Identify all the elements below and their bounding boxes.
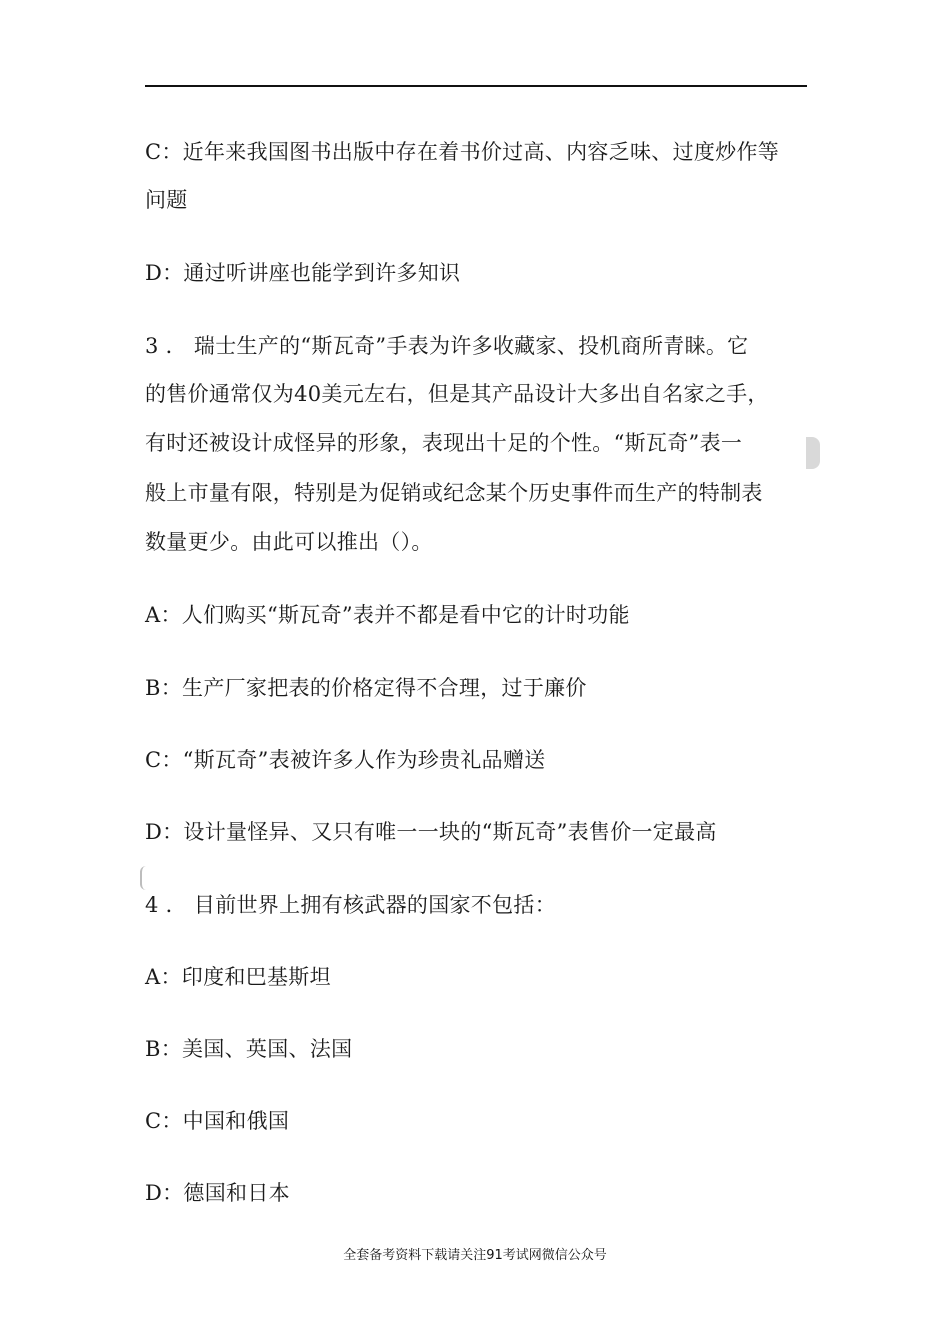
q4-option-d: D：德国和日本 (145, 1181, 290, 1205)
q4-option-b: B：美国、英国、法国 (145, 1037, 353, 1061)
q3-stem-line-3: 有时还被设计成怪异的形象，表现出十足的个性。“斯瓦奇”表一 (145, 431, 743, 455)
q3-stem-line-2: 的售价通常仅为40美元左右，但是其产品设计大多出自名家之手， (145, 382, 769, 406)
q3-option-c: C：“斯瓦奇”表被许多人作为珍贵礼品赠送 (145, 748, 546, 772)
q2-option-d: D：通过听讲座也能学到许多知识 (145, 261, 461, 285)
q4-option-c: C：中国和俄国 (145, 1109, 290, 1133)
q3-stem-line-4: 般上市量有限，特别是为促销或纪念某个历史事件而生产的特制表 (145, 481, 763, 505)
q3-option-d: D：设计量怪异、又只有唯一一块的“斯瓦奇”表售价一定最高 (145, 820, 717, 844)
q2-option-c-line2: 问题 (145, 188, 188, 212)
q3-stem-line-1: 3 ． 瑞士生产的“斯瓦奇”手表为许多收藏家、投机商所青睐。它 (145, 334, 749, 358)
q4-stem: 4 ． 目前世界上拥有核武器的国家不包括： (145, 893, 557, 917)
footer-note: 全套备考资料下载请关注91考试网微信公众号 (343, 1248, 607, 1263)
q3-option-a: A：人们购买“斯瓦奇”表并不都是看中它的计时功能 (145, 603, 630, 627)
page-edge-tab (806, 437, 820, 469)
q2-option-c-line1: C：近年来我国图书出版中存在着书价过高、内容乏味、过度炒作等 (145, 140, 780, 164)
margin-mark (140, 866, 147, 890)
q3-option-b: B：生产厂家把表的价格定得不合理，过于廉价 (145, 676, 587, 700)
q3-stem-line-5: 数量更少。由此可以推出（）。 (145, 530, 433, 554)
q4-option-a: A：印度和巴基斯坦 (145, 965, 331, 989)
header-rule (145, 85, 807, 87)
